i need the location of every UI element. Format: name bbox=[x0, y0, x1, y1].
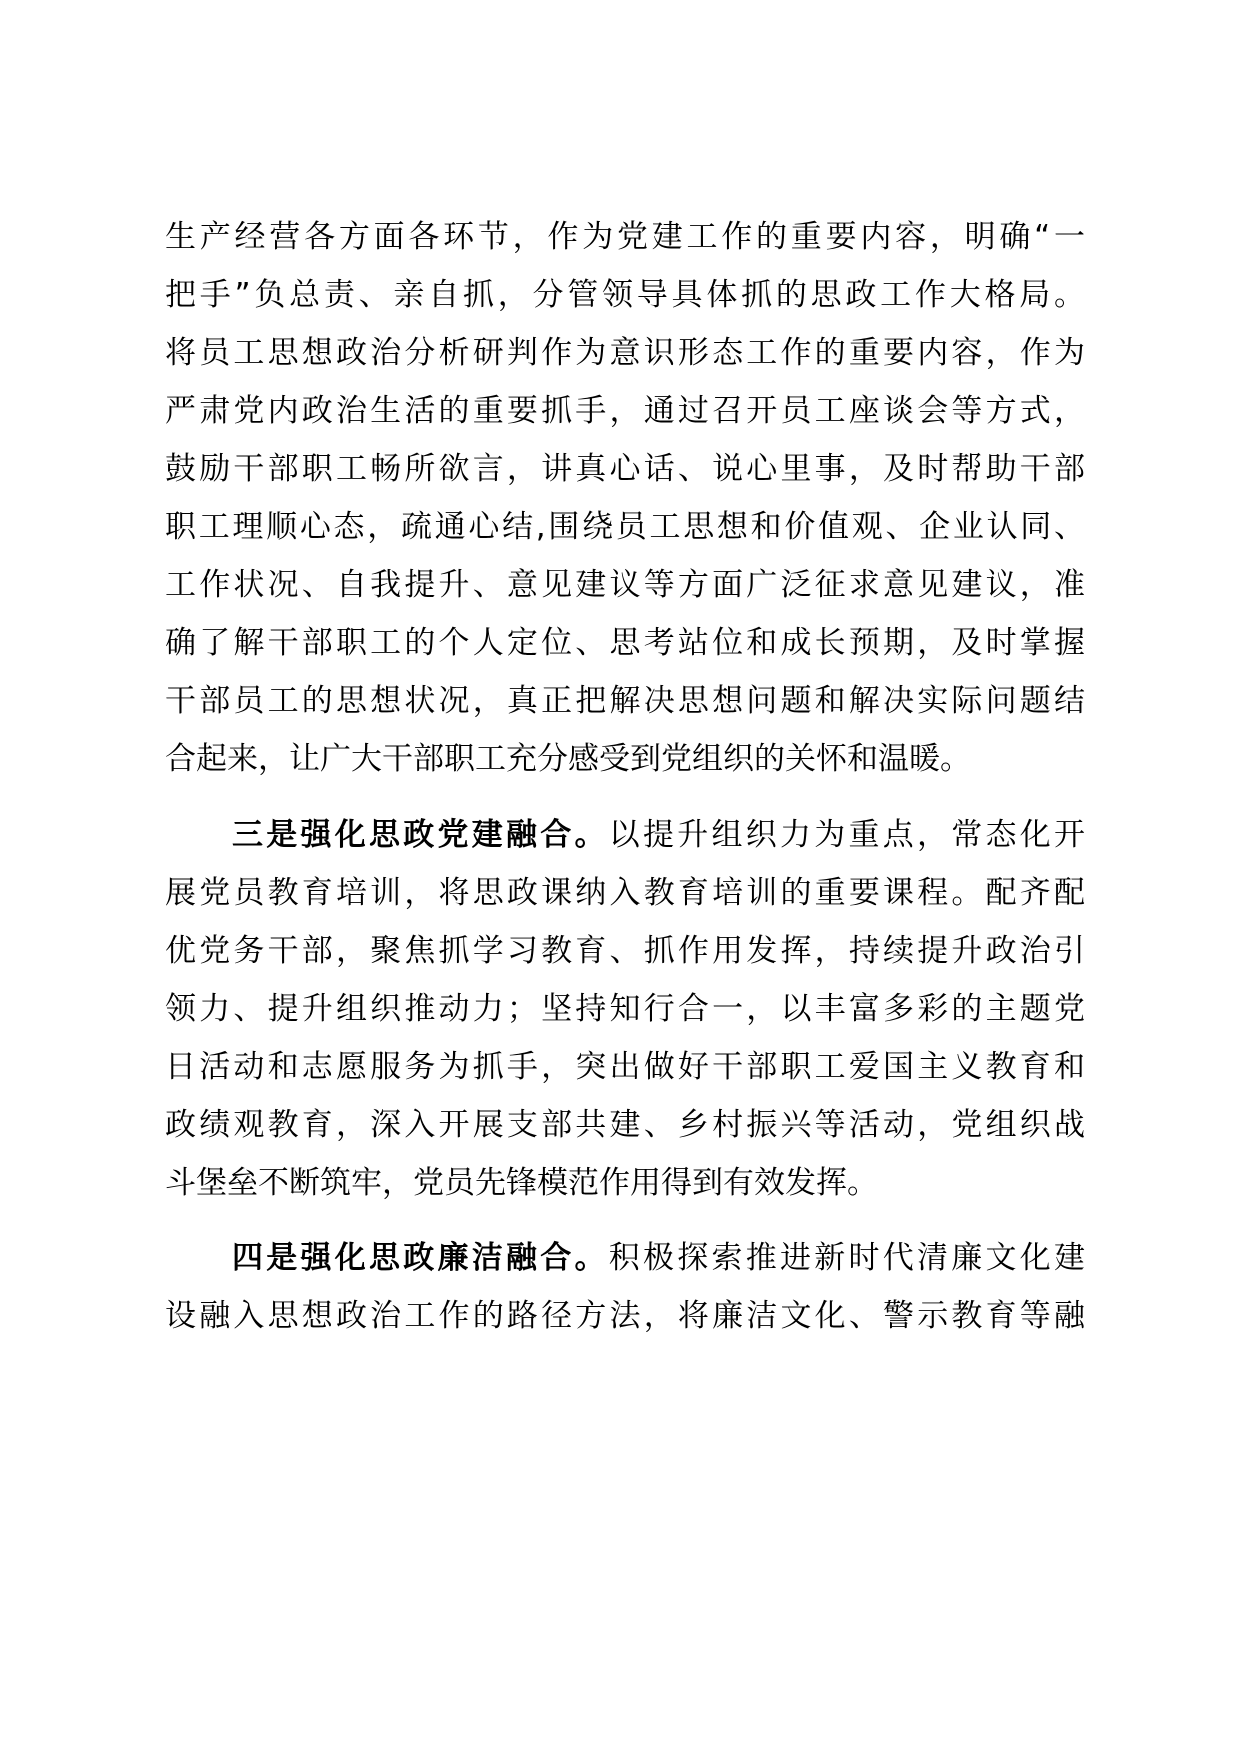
text-line: 设融入思想政治工作的路径方法，将廉洁文化、警示教育等融 bbox=[165, 1298, 1085, 1334]
paragraph-heading: 四是强化思政廉洁融合。 bbox=[232, 1240, 609, 1276]
text-line: 斗堡垒不断筑牢，党员先锋模范作用得到有效发挥。 bbox=[165, 1165, 878, 1201]
paragraph-first-line bbox=[232, 815, 1085, 855]
paragraph-first-line-text: 积极探索推进新时代清廉文化建 bbox=[608, 1240, 1085, 1276]
text-line: 政绩观教育，深入开展支部共建、乡村振兴等活动，党组织战 bbox=[165, 1107, 1085, 1143]
text-line: 确了解干部职工的个人定位、思考站位和成长预期，及时掌握 bbox=[165, 625, 1085, 661]
paragraph-heading: 三是强化思政党建融合。 bbox=[232, 817, 609, 853]
paragraph-first-line bbox=[232, 1238, 1085, 1278]
text-line: 展党员教育培训，将思政课纳入教育培训的重要课程。配齐配 bbox=[165, 875, 1085, 911]
text-line: 干部员工的思想状况，真正把解决思想问题和解决实际问题结 bbox=[165, 683, 1085, 719]
text-line: 把手”负总责、亲自抓，分管领导具体抓的思政工作大格局。 bbox=[165, 277, 1085, 313]
text-line: 严肃党内政治生活的重要抓手，通过召开员工座谈会等方式， bbox=[165, 393, 1085, 429]
text-line: 优党务干部，聚焦抓学习教育、抓作用发挥，持续提升政治引 bbox=[165, 933, 1085, 969]
paragraph-first-line-text: 以提升组织力为重点，常态化开 bbox=[608, 817, 1085, 853]
text-line: 将员工思想政治分析研判作为意识形态工作的重要内容，作为 bbox=[165, 335, 1085, 371]
text-line: 合起来，让广大干部职工充分感受到党组织的关怀和温暖。 bbox=[165, 741, 971, 777]
text-line: 工作状况、自我提升、意见建议等方面广泛征求意见建议，准 bbox=[165, 567, 1085, 603]
text-line: 生产经营各方面各环节，作为党建工作的重要内容，明确“一 bbox=[165, 219, 1085, 255]
text-line: 日活动和志愿服务为抓手，突出做好干部职工爱国主义教育和 bbox=[165, 1049, 1085, 1085]
text-line: 领力、提升组织推动力；坚持知行合一，以丰富多彩的主题党 bbox=[165, 991, 1085, 1027]
text-line: 鼓励干部职工畅所欲言，讲真心话、说心里事，及时帮助干部 bbox=[165, 451, 1085, 487]
text-line: 职工理顺心态，疏通心结,围绕员工思想和价值观、企业认同、 bbox=[165, 509, 1085, 545]
